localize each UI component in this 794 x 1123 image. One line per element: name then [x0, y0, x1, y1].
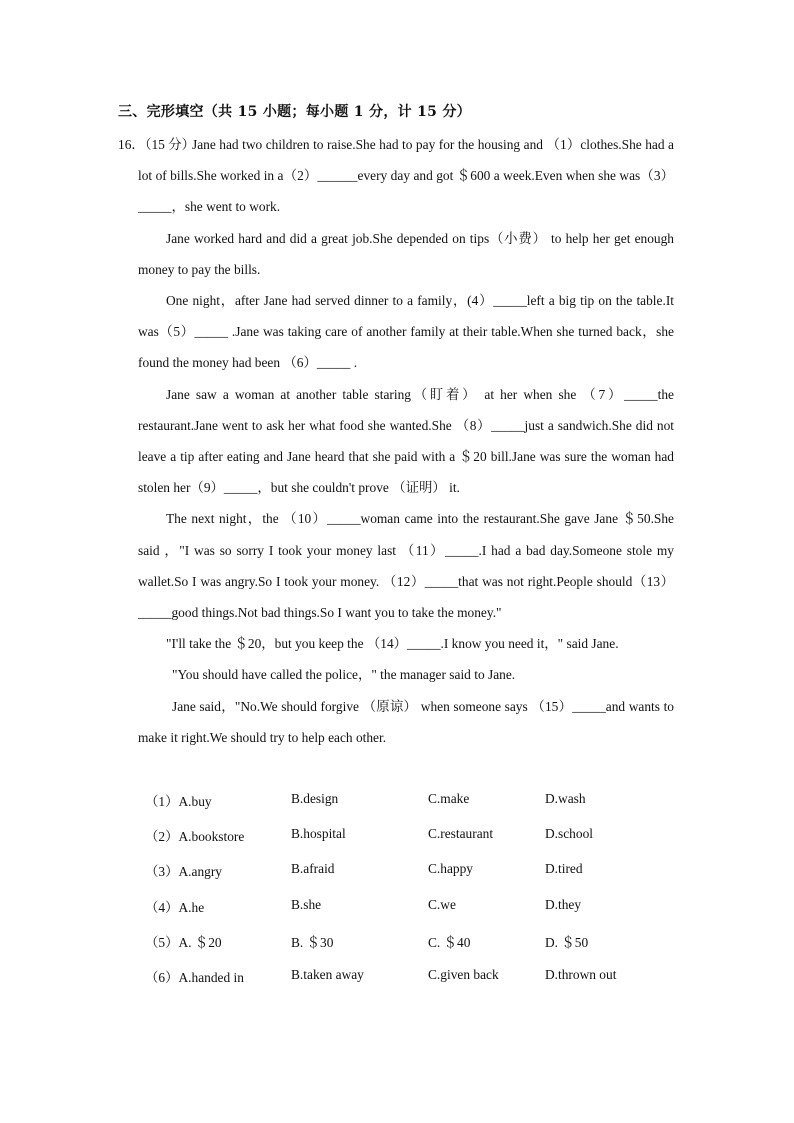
option-5-d: D. ＄50 [545, 934, 589, 950]
option-2-b: B.hospital [291, 826, 346, 842]
paragraph-6: "I'll take the ＄20，but you keep the （14）_____.I know you need it，" said Jane. [166, 636, 619, 652]
options-row-3 [145, 853, 665, 888]
option-1-d: D.wash [545, 791, 586, 806]
option-2-d: D.school [545, 826, 593, 842]
option-3-a: （3）A.angry [145, 864, 222, 880]
option-4-a: （4）A.he [145, 899, 205, 915]
paragraph-3: One night，after Jane had served dinner to a family，(4）_____left a big tip on the table.It was（5）_____ .Jane was taking care of another family at their table.When she turned back，she found the money had been （6）_____ . [138, 293, 674, 371]
options-row-6 [145, 959, 665, 994]
paragraph-2: Jane worked hard and did a great job.She depended on tips（小费） to help her get enough money to pay the bills. [138, 230, 674, 277]
options-row-4 [145, 889, 665, 924]
option-1-b: B.design [291, 791, 339, 806]
section-title: 三、完形填空（共 15 小题；每小题 1 分，计 15 分） [118, 104, 471, 120]
option-3-b: B.afraid [291, 861, 335, 877]
paragraph-4: Jane saw a woman at another table staring（盯着） at her when she （7）_____the restaurant.Jane went to ask her what food she wanted.She （8）_____just a sandwich.She did not leave a tip after eating and Jane heard that she paid with a ＄20 bill.Jane was sure the woman had stolen her（9）_____，but she couldn't prove （证明） it. [138, 386, 674, 496]
option-6-a: （6）A.handed in [145, 969, 244, 985]
option-5-a: （5）A. ＄20 [145, 934, 222, 950]
question-number: 16．（15 分） [118, 137, 195, 152]
option-4-c: C.we [428, 896, 456, 912]
question-16 [118, 129, 674, 753]
option-5-c: C. ＄40 [428, 934, 471, 950]
option-6-d: D.thrown out [545, 966, 617, 982]
option-2-a: （2）A.bookstore [145, 829, 245, 845]
option-4-d: D.they [545, 896, 582, 912]
option-2-c: C.restaurant [428, 826, 494, 842]
paragraph-5: The next night，the （10）_____woman came into the restaurant.She gave Jane ＄50.She said ，"I was so sorry I took your money last （11）_____.I had a bad day.Someone stole my wallet.So I was angry.So I took your money. （12）_____that was not right.People should（13）_____good things.Not bad things.So I want you to take the money." [138, 511, 674, 621]
option-6-c: C.given back [428, 966, 499, 982]
options-row-1 [145, 783, 665, 818]
option-3-c: C.happy [428, 861, 474, 877]
option-1-c: C.make [428, 791, 470, 806]
option-6-b: B.taken away [291, 966, 364, 982]
option-1-a: （1）A.buy [145, 794, 212, 809]
option-3-d: D.tired [545, 861, 583, 877]
options-row-2 [145, 818, 665, 853]
options-table [145, 783, 665, 994]
paragraph-8: Jane said，"No.We should forgive （原谅） when someone says （15）_____and wants to make it right.We should try to help each other. [138, 698, 674, 745]
paragraph-1: Jane had two children to raise.She had to pay for the housing and （1）clothes.She had a lot of bills.She worked in a（2）______every day and got ＄600 a week.Even when she was（3）_____，she went to work. [138, 137, 674, 215]
options-row-5 [145, 924, 665, 959]
paragraph-7: "You should have called the police，" the manager said to Jane. [172, 667, 516, 683]
option-4-b: B.she [291, 896, 322, 912]
option-5-b: B. ＄30 [291, 934, 334, 950]
